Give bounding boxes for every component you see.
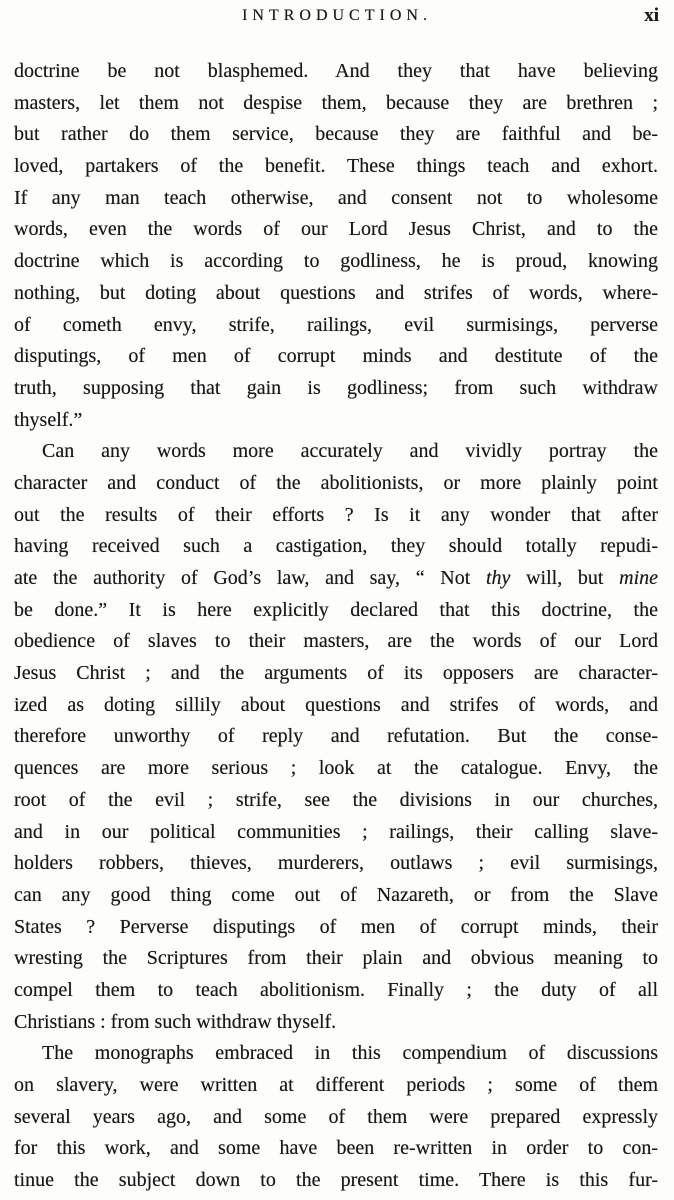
text-line: Christians : from such withdraw thyself. bbox=[14, 1010, 337, 1033]
text-line: loved, partakers of the benefit. These things teach and exhort. bbox=[14, 155, 658, 178]
text-line: Can any words more accurately and vividly portray the bbox=[42, 440, 658, 463]
text-line: words, even the words of our Lord Jesus Christ, and to the bbox=[14, 218, 658, 241]
text-line: States ? Perverse disputings of men of corrupt minds, their bbox=[14, 915, 658, 938]
paragraph bbox=[14, 56, 658, 436]
text-line: tinue the subject down to the present time. There is this fur- bbox=[14, 1169, 658, 1192]
text-line: ate the authority of God’s law, and say, “ Not thy will, but mine bbox=[14, 567, 658, 589]
text-line: ized as doting sillily about questions and strifes of words, and bbox=[14, 693, 658, 716]
text-line: several years ago, and some of them were prepared expressly bbox=[14, 1105, 658, 1128]
text-line: for this work, and some have been re-written in order to con- bbox=[14, 1137, 658, 1160]
text-line: quences are more serious ; look at the catalogue. Envy, the bbox=[14, 757, 658, 780]
text-line: The monographs embraced in this compendium of discussions bbox=[42, 1042, 658, 1065]
text-line: on slavery, were written at different periods ; some of them bbox=[14, 1074, 658, 1096]
text-line: out the results of their efforts ? Is it any wonder that after bbox=[14, 503, 658, 526]
text-line: character and conduct of the abolitionists, or more plainly point bbox=[14, 471, 658, 494]
text-line: but rather do them service, because they are faithful and be- bbox=[14, 123, 658, 146]
text-line: doctrine which is according to godliness, he is proud, knowing bbox=[14, 250, 658, 273]
text-line: wresting the Scriptures from their plain and obvious meaning to bbox=[14, 947, 658, 970]
page-header bbox=[0, 0, 674, 34]
running-head-title: INTRODUCTION. bbox=[242, 7, 432, 24]
text-line: If any man teach otherwise, and consent not to wholesome bbox=[14, 186, 658, 209]
paragraph bbox=[14, 436, 658, 1038]
text-line: root of the evil ; strife, see the divisions in our churches, bbox=[14, 788, 658, 811]
text-line: masters, let them not despise them, because they are brethren ; bbox=[14, 91, 658, 114]
page-number: xi bbox=[644, 5, 659, 26]
paragraph bbox=[14, 1038, 658, 1196]
text-line: having received such a castigation, they should totally repudi- bbox=[14, 535, 658, 558]
text-line: of cometh envy, strife, railings, evil surmisings, perverse bbox=[14, 313, 658, 336]
text-line: nothing, but doting about questions and strifes of words, where- bbox=[14, 281, 658, 304]
text-line: holders robbers, thieves, murderers, outlaws ; evil surmisings, bbox=[14, 852, 658, 875]
text-line: be done.” It is here explicitly declared that this doctrine, the bbox=[14, 598, 658, 621]
text-line: Jesus Christ ; and the arguments of its opposers are character- bbox=[14, 662, 658, 685]
text-line: and in our political communities ; railings, their calling slave- bbox=[14, 820, 658, 843]
text-line: can any good thing come out of Nazareth, or from the Slave bbox=[14, 883, 658, 906]
text-line: thyself.” bbox=[14, 408, 83, 431]
text-line: therefore unworthy of reply and refutation. But the conse- bbox=[14, 725, 658, 748]
text-line: disputings, of men of corrupt minds and destitute of the bbox=[14, 345, 658, 368]
text-line: compel them to teach abolitionism. Finally ; the duty of all bbox=[14, 978, 658, 1001]
page-body bbox=[0, 56, 674, 1197]
text-line: doctrine be not blasphemed. And they that have believing bbox=[14, 60, 658, 82]
text-line: obedience of slaves to their masters, are the words of our Lord bbox=[14, 630, 658, 653]
text-line: truth, supposing that gain is godliness; from such withdraw bbox=[14, 376, 658, 399]
